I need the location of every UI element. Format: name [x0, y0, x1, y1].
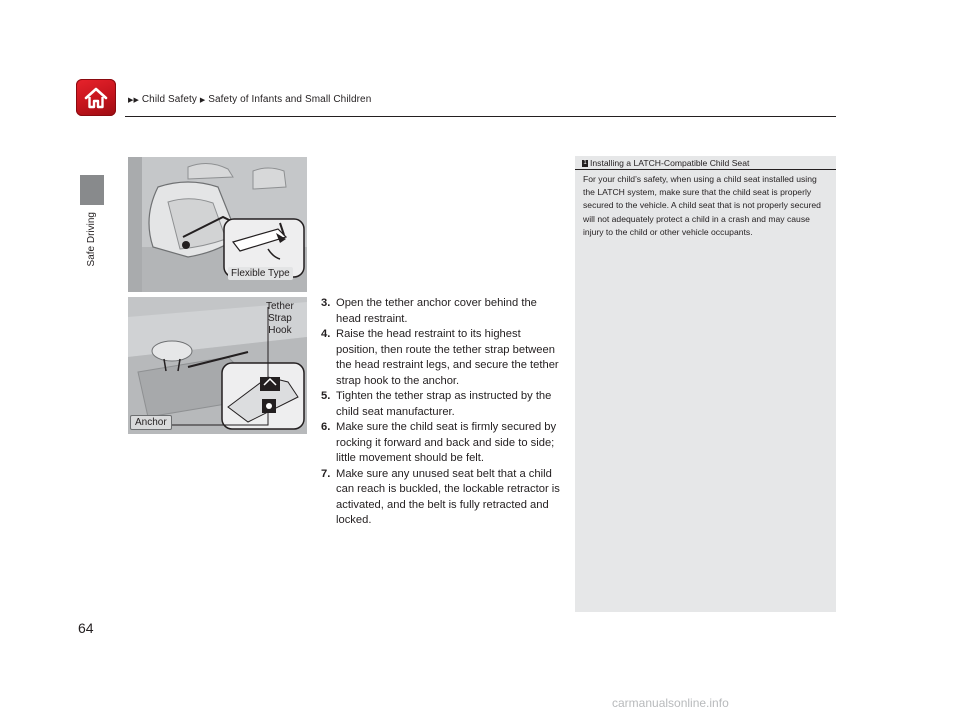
breadcrumb — [128, 94, 371, 105]
step-text: Make sure any unused seat belt that a child can reach is buckled, the lockable retractor is activated, and the belt is fully retracted and locked. — [336, 467, 560, 526]
step-text: Raise the head restraint to its highest position, then route the tether strap between the head restraint legs, and secure the tether strap hook to the anchor. — [336, 328, 559, 387]
sidebar-divider — [575, 169, 836, 170]
header-divider — [125, 116, 836, 117]
sidebar-title[interactable] — [582, 158, 749, 168]
home-icon — [83, 86, 109, 110]
figure-tether-anchor — [128, 297, 307, 434]
breadcrumb-arrow-icon: ▶▶ — [128, 97, 139, 104]
label-line: Hook — [268, 325, 292, 336]
label-line: Strap — [267, 313, 292, 324]
breadcrumb-item[interactable]: Child Safety — [141, 94, 197, 105]
step-number: 4. — [321, 328, 331, 340]
breadcrumb-arrow-icon: ▶ — [199, 97, 206, 104]
section-tab[interactable] — [80, 175, 104, 205]
sidebar-title-text: Installing a LATCH-Compatible Child Seat — [590, 158, 750, 168]
step-item — [321, 296, 561, 327]
figure-label-tether-strap-hook — [266, 301, 294, 337]
breadcrumb-item[interactable]: Safety of Infants and Small Children — [208, 94, 372, 105]
home-button[interactable] — [76, 79, 116, 116]
step-item — [321, 327, 561, 389]
watermark: carmanualsonline.info — [612, 696, 729, 710]
step-text: Tighten the tether strap as instructed by the child seat manufacturer. — [336, 390, 552, 418]
sidebar-note — [575, 156, 836, 612]
figure-child-seat — [128, 157, 307, 292]
step-text: Open the tether anchor cover behind the head restraint. — [336, 297, 537, 325]
step-number: 6. — [321, 421, 331, 433]
step-item — [321, 389, 561, 420]
page-number: 64 — [78, 620, 94, 636]
step-item — [321, 420, 561, 467]
section-label: Safe Driving — [86, 212, 97, 267]
step-text: Make sure the child seat is firmly secured by rocking it forward and back and side to side; little movement should be felt. — [336, 421, 557, 464]
figure-label-anchor: Anchor — [130, 415, 172, 430]
step-item — [321, 467, 561, 529]
reference-icon: 1 — [583, 159, 587, 166]
sidebar-text: For your child’s safety, when using a child seat installed using the LATCH system, make sure that the child seat is properly secured to the vehicle. A child seat that is not properly secured will not adequately protect a child in a crash and may cause injury to the child or other vehicle occupants. — [583, 174, 821, 237]
instruction-steps — [321, 296, 561, 529]
figure-label-flexible-type: Flexible Type — [228, 267, 293, 280]
label-line: Tether — [266, 301, 294, 312]
step-number: 5. — [321, 390, 331, 402]
step-number: 3. — [321, 297, 331, 309]
step-number: 7. — [321, 467, 331, 480]
